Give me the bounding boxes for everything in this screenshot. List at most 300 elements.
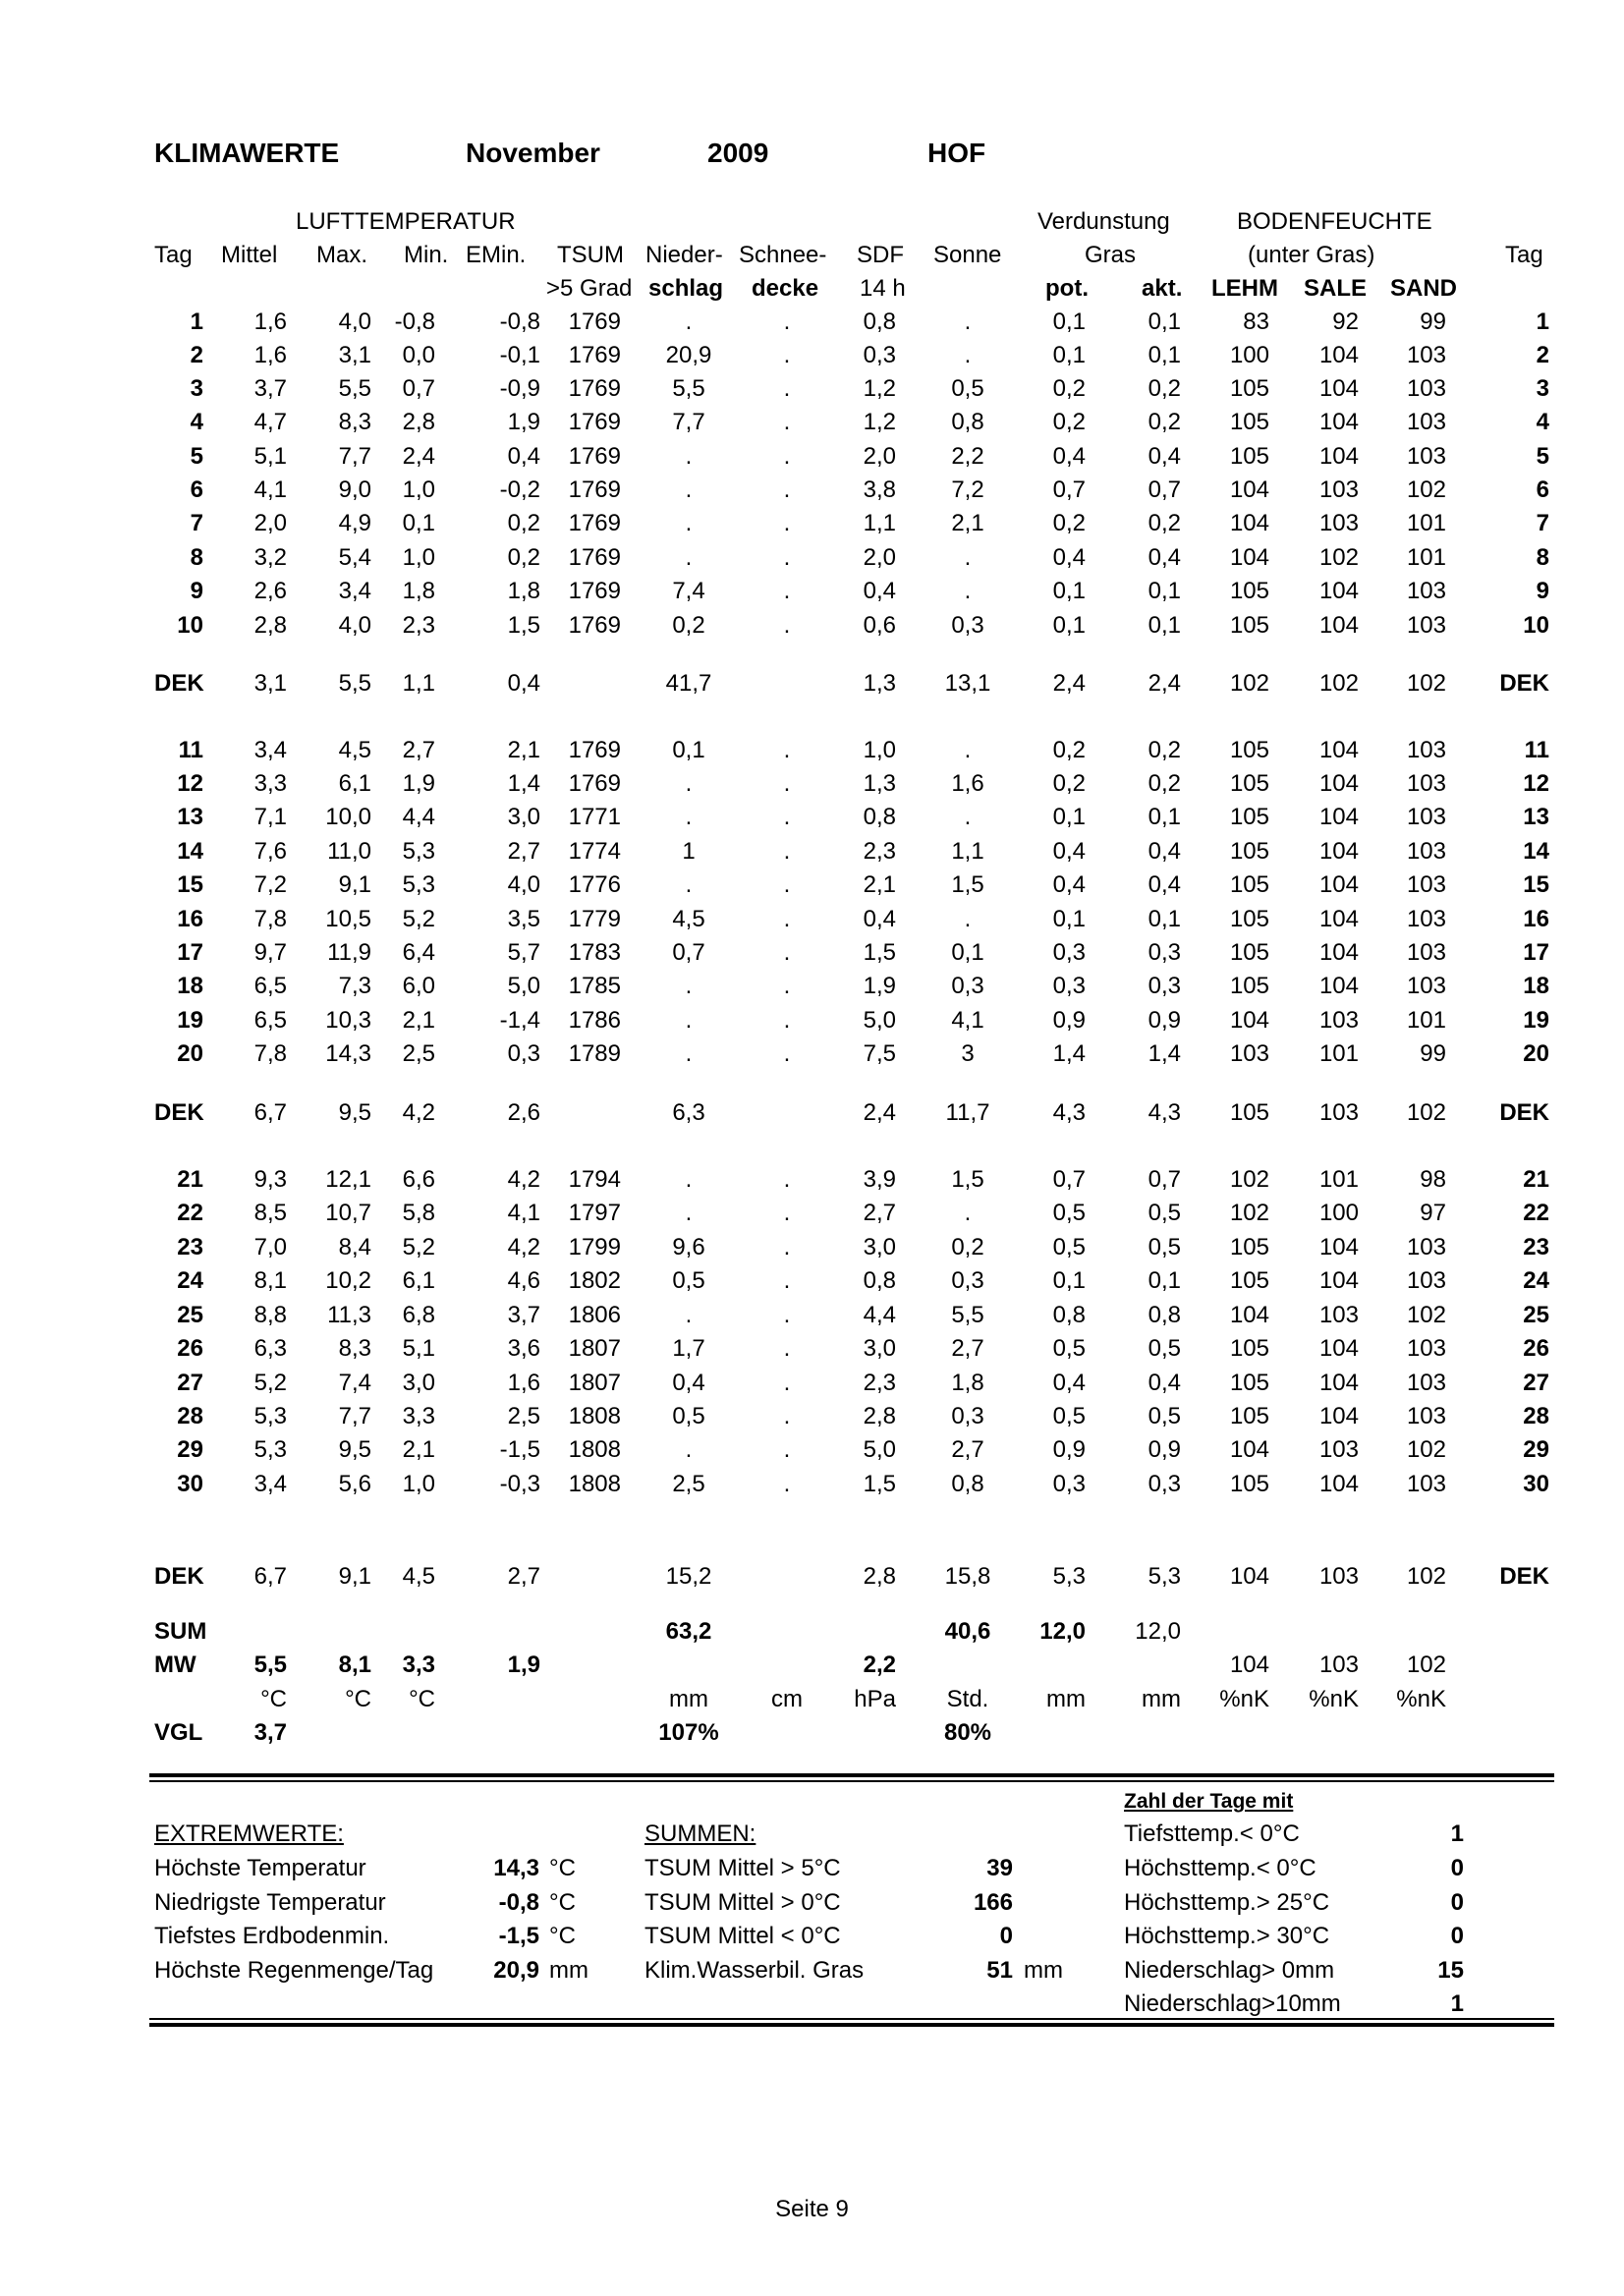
table-cell: 0,3 xyxy=(951,1267,984,1294)
table-cell: 8,4 xyxy=(338,1234,371,1260)
table-cell: 0,7 xyxy=(402,375,435,402)
table-cell: 1794 xyxy=(568,1166,621,1193)
table-cell: 1807 xyxy=(568,1370,621,1396)
table-cell: 2,7 xyxy=(402,737,435,763)
day-number: 24 xyxy=(1523,1267,1549,1294)
unit-label: mm xyxy=(1142,1686,1181,1712)
table-cell: 5,3 xyxy=(1148,1563,1181,1590)
table-cell: 102 xyxy=(1406,476,1446,503)
table-cell: 105 xyxy=(1229,939,1269,966)
table-cell: . xyxy=(685,1166,693,1193)
day-number: 2 xyxy=(1536,342,1549,368)
table-cell: 99 xyxy=(1420,1040,1446,1067)
table-cell: . xyxy=(783,510,791,536)
table-cell: 7,8 xyxy=(253,906,287,932)
table-cell: 104 xyxy=(1318,409,1359,435)
table-cell: 6,6 xyxy=(402,1166,435,1193)
table-cell: 5,2 xyxy=(402,1234,435,1260)
table-cell: 4,4 xyxy=(402,804,435,830)
mw-row-cell: 1,9 xyxy=(507,1652,540,1678)
table-cell: 0,9 xyxy=(1148,1436,1181,1463)
table-cell: 1808 xyxy=(568,1471,621,1497)
table-cell: 15,2 xyxy=(665,1563,712,1590)
table-cell: 3,7 xyxy=(507,1302,540,1328)
table-cell: 0,1 xyxy=(402,510,435,536)
table-cell: 1769 xyxy=(568,612,621,639)
day-number: 4 xyxy=(190,409,203,435)
day-number: 9 xyxy=(1536,578,1549,604)
table-cell: . xyxy=(783,1436,791,1463)
table-cell: 1,4 xyxy=(1052,1040,1086,1067)
table-cell: 0,2 xyxy=(672,612,705,639)
table-cell: 103 xyxy=(1406,1403,1446,1429)
table-cell: 5,1 xyxy=(402,1335,435,1362)
table-cell: 3,0 xyxy=(863,1234,896,1260)
table-cell: 1,6 xyxy=(951,770,984,797)
day-number: 5 xyxy=(190,443,203,470)
table-cell: 0,5 xyxy=(1052,1403,1086,1429)
day-number: 8 xyxy=(1536,544,1549,571)
table-cell: 103 xyxy=(1406,1471,1446,1497)
table-cell: 105 xyxy=(1229,578,1269,604)
table-cell: 8,3 xyxy=(338,409,371,435)
table-cell: 104 xyxy=(1318,443,1359,470)
table-cell: . xyxy=(783,476,791,503)
sum-row-label: SUM xyxy=(154,1618,207,1645)
table-cell: 99 xyxy=(1420,308,1446,335)
day-number: 6 xyxy=(1536,476,1549,503)
table-cell: 103 xyxy=(1406,443,1446,470)
table-cell: 5,3 xyxy=(1052,1563,1086,1590)
day-number: 14 xyxy=(177,838,203,865)
summe-label: TSUM Mittel > 0°C xyxy=(644,1889,841,1916)
table-cell: 3,3 xyxy=(253,770,287,797)
table-cell: 103 xyxy=(1318,1436,1359,1463)
table-cell: 6,1 xyxy=(338,770,371,797)
sum-row-cell: 63,2 xyxy=(665,1618,712,1645)
table-cell: 1806 xyxy=(568,1302,621,1328)
sum-row-cell: 40,6 xyxy=(944,1618,991,1645)
table-cell: -0,1 xyxy=(499,342,540,368)
table-cell: . xyxy=(685,973,693,999)
section-divider-thick xyxy=(149,1773,1554,1777)
table-cell: 7,5 xyxy=(863,1040,896,1067)
table-cell: 102 xyxy=(1318,544,1359,571)
table-cell: 0,2 xyxy=(1148,375,1181,402)
table-cell: 0,7 xyxy=(1148,1166,1181,1193)
table-cell: 0,2 xyxy=(507,544,540,571)
table-cell: . xyxy=(685,544,693,571)
table-cell: . xyxy=(783,1200,791,1226)
table-cell: 14,3 xyxy=(325,1040,371,1067)
sum-row-cell: 12,0 xyxy=(1135,1618,1181,1645)
table-cell: 104 xyxy=(1318,342,1359,368)
table-cell: 7,1 xyxy=(253,804,287,830)
table-cell: 104 xyxy=(1318,973,1359,999)
table-cell: 0,2 xyxy=(1148,510,1181,536)
table-cell: 0,2 xyxy=(507,510,540,536)
table-cell: 104 xyxy=(1229,1302,1269,1328)
table-cell: 3,4 xyxy=(338,578,371,604)
vgl-row-cell: 80% xyxy=(943,1719,992,1746)
day-number: 30 xyxy=(177,1471,203,1497)
table-cell: . xyxy=(783,1234,791,1260)
table-cell: . xyxy=(964,342,972,368)
table-cell: 103 xyxy=(1406,1370,1446,1396)
table-cell: 2,8 xyxy=(863,1403,896,1429)
extremwert-label: Tiefstes Erdbodenmin. xyxy=(154,1923,390,1949)
summe-value: 51 xyxy=(986,1957,1013,1984)
table-cell: . xyxy=(783,342,791,368)
table-cell: 2,5 xyxy=(672,1471,705,1497)
day-number: 13 xyxy=(1523,804,1549,830)
table-cell: 0,1 xyxy=(1148,308,1181,335)
day-number: 18 xyxy=(1523,973,1549,999)
table-cell: 0,2 xyxy=(1148,737,1181,763)
header-sdf-sub: 14 h xyxy=(860,275,906,302)
day-number: 3 xyxy=(1536,375,1549,402)
table-cell: 100 xyxy=(1229,342,1269,368)
sum-row-cell: 12,0 xyxy=(1039,1618,1086,1645)
day-number: 13 xyxy=(177,804,203,830)
mw-row-cell: 103 xyxy=(1318,1652,1359,1678)
table-cell: 4,5 xyxy=(672,906,705,932)
table-cell: 1,1 xyxy=(951,838,984,865)
table-cell: 103 xyxy=(1406,906,1446,932)
header-tag-right: Tag xyxy=(1505,242,1543,268)
unit-label: mm xyxy=(1046,1686,1086,1712)
table-cell: 0,2 xyxy=(1148,409,1181,435)
table-cell: 0,9 xyxy=(1052,1007,1086,1034)
table-cell: 0,8 xyxy=(863,804,896,830)
table-cell: 3,6 xyxy=(507,1335,540,1362)
table-cell: 1,0 xyxy=(402,544,435,571)
table-cell: 4,4 xyxy=(863,1302,896,1328)
day-number: 4 xyxy=(1536,409,1549,435)
table-cell: . xyxy=(685,1040,693,1067)
page-title: KLIMAWERTE xyxy=(154,138,340,168)
table-cell: 7,2 xyxy=(951,476,984,503)
table-cell: 97 xyxy=(1420,1200,1446,1226)
table-cell: 0,1 xyxy=(1148,804,1181,830)
table-cell: 104 xyxy=(1318,737,1359,763)
day-number: 29 xyxy=(1523,1436,1549,1463)
table-cell: -0,9 xyxy=(499,375,540,402)
table-cell: 2,5 xyxy=(402,1040,435,1067)
extremwert-unit: °C xyxy=(549,1855,576,1881)
table-cell: 9,1 xyxy=(338,871,371,898)
table-cell: 3,1 xyxy=(338,342,371,368)
table-cell: 0,4 xyxy=(507,443,540,470)
vgl-row-cell: 107% xyxy=(658,1719,719,1746)
table-cell: 102 xyxy=(1229,1166,1269,1193)
table-cell: 10,7 xyxy=(325,1200,371,1226)
tage-label: Niederschlag>10mm xyxy=(1124,1990,1341,2017)
table-cell: 101 xyxy=(1318,1040,1359,1067)
header-lufttemperatur: LUFTTEMPERATUR xyxy=(296,208,516,235)
table-cell: 0,2 xyxy=(1148,770,1181,797)
table-cell: 9,1 xyxy=(338,1563,371,1590)
table-cell: 102 xyxy=(1406,1436,1446,1463)
table-cell: 103 xyxy=(1406,737,1446,763)
table-cell: 1,0 xyxy=(402,476,435,503)
table-cell: 102 xyxy=(1406,670,1446,697)
day-number: 1 xyxy=(190,308,203,335)
table-cell: . xyxy=(685,804,693,830)
table-cell: 103 xyxy=(1406,838,1446,865)
title-year: 2009 xyxy=(707,138,769,168)
table-cell: 6,7 xyxy=(253,1099,287,1126)
table-cell: . xyxy=(783,906,791,932)
day-number: 21 xyxy=(1523,1166,1549,1193)
table-cell: 101 xyxy=(1406,510,1446,536)
table-cell: 3,2 xyxy=(253,544,287,571)
table-cell: 10,0 xyxy=(325,804,371,830)
header-sale: SALE xyxy=(1304,275,1368,302)
table-cell: 5,2 xyxy=(402,906,435,932)
table-cell: 0,5 xyxy=(1148,1234,1181,1260)
table-cell: . xyxy=(783,1370,791,1396)
header-lehm: LEHM xyxy=(1211,275,1278,302)
table-cell: 0,4 xyxy=(1052,544,1086,571)
table-cell: 0,8 xyxy=(951,1471,984,1497)
table-cell: . xyxy=(685,1436,693,1463)
table-cell: 4,9 xyxy=(338,510,371,536)
table-cell: 5,3 xyxy=(253,1403,287,1429)
table-cell: 1807 xyxy=(568,1335,621,1362)
table-cell: 0,5 xyxy=(951,375,984,402)
table-cell: 1808 xyxy=(568,1403,621,1429)
table-cell: 1,0 xyxy=(863,737,896,763)
header-sonne: Sonne xyxy=(933,242,1002,268)
mw-row-cell: 5,5 xyxy=(253,1652,287,1678)
table-cell: 1,8 xyxy=(402,578,435,604)
table-cell: 1,5 xyxy=(863,939,896,966)
extremwerte-heading: EXTREMWERTE: xyxy=(154,1820,344,1847)
table-cell: 0,4 xyxy=(1148,443,1181,470)
table-cell: 0,4 xyxy=(863,578,896,604)
table-cell: 2,4 xyxy=(1148,670,1181,697)
table-cell: 2,3 xyxy=(863,1370,896,1396)
day-number: 15 xyxy=(177,871,203,898)
table-cell: . xyxy=(964,1200,972,1226)
table-cell: 0,2 xyxy=(1052,737,1086,763)
table-cell: 1,6 xyxy=(507,1370,540,1396)
day-number: 26 xyxy=(177,1335,203,1362)
table-cell: 103 xyxy=(1406,409,1446,435)
table-cell: 1769 xyxy=(568,737,621,763)
table-cell: 2,0 xyxy=(863,544,896,571)
table-cell: 3,0 xyxy=(402,1370,435,1396)
table-cell: 5,7 xyxy=(507,939,540,966)
day-number: 27 xyxy=(177,1370,203,1396)
day-number: 26 xyxy=(1523,1335,1549,1362)
table-cell: 5,4 xyxy=(338,544,371,571)
table-cell: 1,8 xyxy=(951,1370,984,1396)
table-cell: 3 xyxy=(961,1040,975,1067)
table-cell: 104 xyxy=(1318,1335,1359,1362)
table-cell: 103 xyxy=(1406,973,1446,999)
table-cell: 105 xyxy=(1229,1471,1269,1497)
table-cell: 0,3 xyxy=(1148,939,1181,966)
table-cell: 1,7 xyxy=(672,1335,705,1362)
table-cell: 3,5 xyxy=(507,906,540,932)
table-cell: 5,0 xyxy=(863,1007,896,1034)
table-cell: 5,0 xyxy=(507,973,540,999)
table-cell: 0,1 xyxy=(1148,1267,1181,1294)
day-number: 28 xyxy=(1523,1403,1549,1429)
table-cell: 0,7 xyxy=(1148,476,1181,503)
table-cell: 1769 xyxy=(568,510,621,536)
table-cell: 0,4 xyxy=(1052,1370,1086,1396)
table-cell: 0,1 xyxy=(951,939,984,966)
day-number: 28 xyxy=(177,1403,203,1429)
table-cell: -0,2 xyxy=(499,476,540,503)
table-cell: 41,7 xyxy=(665,670,712,697)
table-cell: 11,9 xyxy=(327,939,371,966)
table-cell: 7,4 xyxy=(672,578,705,604)
table-cell: 0,2 xyxy=(1052,770,1086,797)
table-cell: 92 xyxy=(1332,308,1359,335)
table-cell: 2,8 xyxy=(253,612,287,639)
day-number: 20 xyxy=(1523,1040,1549,1067)
table-cell: 1769 xyxy=(568,375,621,402)
table-cell: 102 xyxy=(1406,1302,1446,1328)
table-cell: . xyxy=(783,1267,791,1294)
table-cell: . xyxy=(685,1007,693,1034)
table-cell: 3,4 xyxy=(253,1471,287,1497)
table-cell: . xyxy=(783,443,791,470)
table-cell: . xyxy=(685,476,693,503)
table-cell: 1 xyxy=(682,838,696,865)
header-tsum-sub: >5 Grad xyxy=(546,275,633,302)
table-cell: 105 xyxy=(1229,443,1269,470)
table-cell: 105 xyxy=(1229,1370,1269,1396)
table-cell: 0,3 xyxy=(951,612,984,639)
table-cell: -0,8 xyxy=(394,308,435,335)
unit-label: °C xyxy=(260,1686,287,1712)
table-cell: 103 xyxy=(1406,804,1446,830)
table-cell: 0,5 xyxy=(1148,1335,1181,1362)
table-cell: 103 xyxy=(1406,612,1446,639)
table-cell: 0,8 xyxy=(1148,1302,1181,1328)
table-cell: 0,5 xyxy=(1052,1234,1086,1260)
extremwert-label: Höchste Temperatur xyxy=(154,1855,366,1881)
table-cell: 1,9 xyxy=(402,770,435,797)
table-cell: 103 xyxy=(1406,342,1446,368)
table-cell: 1,4 xyxy=(1148,1040,1181,1067)
table-cell: 103 xyxy=(1406,871,1446,898)
table-cell: 2,0 xyxy=(863,443,896,470)
summen-heading: SUMMEN: xyxy=(644,1820,756,1847)
table-cell: 105 xyxy=(1229,409,1269,435)
table-cell: 2,6 xyxy=(253,578,287,604)
table-cell: 9,3 xyxy=(253,1166,287,1193)
table-cell: 3,4 xyxy=(253,737,287,763)
table-cell: 5,3 xyxy=(253,1436,287,1463)
table-cell: 103 xyxy=(1318,510,1359,536)
table-cell: 0,9 xyxy=(1052,1436,1086,1463)
table-cell: . xyxy=(964,308,972,335)
table-cell: 1,2 xyxy=(863,409,896,435)
day-number: 3 xyxy=(190,375,203,402)
table-cell: . xyxy=(964,737,972,763)
table-cell: 104 xyxy=(1318,375,1359,402)
table-cell: 6,8 xyxy=(402,1302,435,1328)
zahl-der-tage-heading: Zahl der Tage mit xyxy=(1124,1790,1294,1813)
table-cell: 0,1 xyxy=(1052,342,1086,368)
table-cell: 10,5 xyxy=(325,906,371,932)
table-cell: 103 xyxy=(1406,375,1446,402)
table-cell: 2,4 xyxy=(1052,670,1086,697)
table-cell: 2,7 xyxy=(951,1335,984,1362)
extremwert-value: 20,9 xyxy=(493,1957,539,1984)
table-cell: 0,4 xyxy=(1052,871,1086,898)
table-cell: 0,4 xyxy=(1052,838,1086,865)
table-cell: 3,8 xyxy=(863,476,896,503)
table-cell: 2,1 xyxy=(863,871,896,898)
extremwert-label: Höchste Regenmenge/Tag xyxy=(154,1957,434,1984)
table-cell: 103 xyxy=(1406,1234,1446,1260)
table-cell: 3,9 xyxy=(863,1166,896,1193)
table-cell: . xyxy=(783,804,791,830)
tage-value: 15 xyxy=(1437,1957,1464,1984)
table-cell: 4,0 xyxy=(338,612,371,639)
table-cell: 103 xyxy=(1318,1099,1359,1126)
table-cell: 4,5 xyxy=(338,737,371,763)
summe-value: 39 xyxy=(986,1855,1013,1881)
dek-label-right: DEK xyxy=(1499,670,1549,697)
table-cell: 8,5 xyxy=(253,1200,287,1226)
table-cell: . xyxy=(783,770,791,797)
bottom-divider-thin xyxy=(149,2018,1554,2020)
table-cell: 0,4 xyxy=(672,1370,705,1396)
table-cell: 1,9 xyxy=(863,973,896,999)
tage-value: 0 xyxy=(1450,1855,1464,1881)
table-cell: 105 xyxy=(1229,1267,1269,1294)
table-cell: 0,3 xyxy=(1052,973,1086,999)
table-cell: 1769 xyxy=(568,308,621,335)
table-cell: 104 xyxy=(1318,578,1359,604)
table-cell: 1,3 xyxy=(863,770,896,797)
table-cell: -1,4 xyxy=(499,1007,540,1034)
table-cell: 0,2 xyxy=(1052,409,1086,435)
table-cell: 103 xyxy=(1318,476,1359,503)
table-cell: 6,3 xyxy=(672,1099,705,1126)
table-cell: 0,2 xyxy=(951,1234,984,1260)
unit-label: mm xyxy=(669,1686,708,1712)
table-cell: 104 xyxy=(1318,1370,1359,1396)
table-cell: 104 xyxy=(1318,1234,1359,1260)
table-cell: 104 xyxy=(1318,612,1359,639)
summe-label: Klim.Wasserbil. Gras xyxy=(644,1957,865,1984)
day-number: 5 xyxy=(1536,443,1549,470)
table-cell: 0,1 xyxy=(1052,612,1086,639)
table-cell: 4,7 xyxy=(253,409,287,435)
table-cell: 1,1 xyxy=(863,510,896,536)
table-cell: 3,0 xyxy=(863,1335,896,1362)
unit-label: °C xyxy=(345,1686,371,1712)
table-cell: 0,1 xyxy=(1148,906,1181,932)
table-cell: 4,2 xyxy=(507,1166,540,1193)
table-cell: 7,7 xyxy=(338,443,371,470)
mw-row-cell: 8,1 xyxy=(338,1652,371,1678)
title-month: November xyxy=(466,138,600,168)
table-cell: 0,5 xyxy=(672,1267,705,1294)
bottom-divider-thick xyxy=(149,2023,1554,2027)
extremwert-unit: mm xyxy=(549,1957,588,1984)
day-number: 22 xyxy=(177,1200,203,1226)
